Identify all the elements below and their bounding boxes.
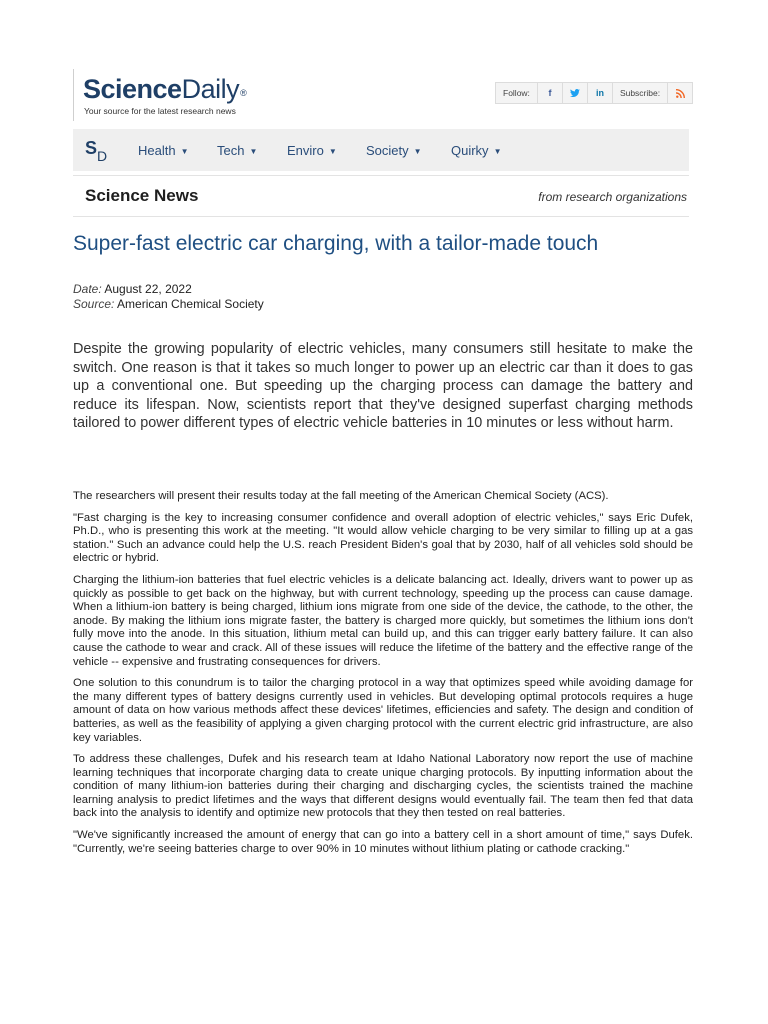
logo-daily: Daily xyxy=(181,74,240,104)
site-header xyxy=(73,69,696,127)
section-subtitle: from research organizations xyxy=(538,190,687,204)
sd-logo-s: S xyxy=(85,138,98,158)
nav-item-label: Health xyxy=(138,143,176,158)
article-paragraph: To address these challenges, Dufek and his research team at Idaho National Laboratory now report the use of machine learning techniques that incorporate charging data to create unique charging protocols. By inputting information about the condition of many lithium-ion batteries during their charging and discharging cycles, the scientists trained the machine learning analysis to predict lifetimes and the ways that different designs would eventually fail. The team then fed that data back into the analysis to identify and optimize new protocols that they then tested on real batteries. xyxy=(73,753,693,820)
sd-logo-icon[interactable] xyxy=(85,138,107,162)
article-summary: Despite the growing popularity of electric vehicles, many consumers still hesitate to make the switch. One reason is that it takes so much longer to power up an electric car than it does to gas up a conventional one. But speeding up the charging process can damage the battery and reduce its lifespan. Now, scientists report that they've designed superfast charging methods tailored to power different types of electric vehicle batteries in 10 minutes or less without harm. xyxy=(73,341,693,431)
source-label: Source: xyxy=(73,297,115,311)
page-container xyxy=(73,69,696,205)
date-label: Date: xyxy=(73,282,102,296)
facebook-icon[interactable]: f xyxy=(538,83,563,103)
section-bar xyxy=(73,175,689,217)
section-title[interactable]: Science News xyxy=(85,186,199,205)
article-paragraph: Charging the lithium-ion batteries that fuel electric vehicles is a delicate balancing act. Ideally, drivers want to power up as quickly as possible to get back on the highway, but with current technology, speeding up the process can cause damage. When a lithium-ion battery is being charged, lithium ions migrate from one side of the device, the cathode, to the other, the anode. By making the lithium ions migrate faster, the battery is charged more quickly, but sometimes the lithium ions don't fully move into the anode. In this situation, lithium metal can build up, and this can trigger early battery failure. It can also cause the cathode to wear and crack. All of these issues will reduce the lifetime of the battery and the effective range of the vehicle -- expensive and frustrating consequences for drivers. xyxy=(73,573,693,668)
article-paragraph: The researchers will present their results today at the fall meeting of the American Chemical Society (ACS). xyxy=(73,490,609,502)
logo-registered-mark: ® xyxy=(240,88,247,98)
nav-item-enviro[interactable] xyxy=(287,143,337,158)
nav-item-health[interactable] xyxy=(138,143,189,158)
social-bar xyxy=(495,82,693,104)
article-date-row xyxy=(73,282,264,297)
nav-item-quirky[interactable] xyxy=(451,143,501,158)
twitter-icon[interactable] xyxy=(563,83,588,103)
caret-down-icon: ▼ xyxy=(413,147,422,156)
nav-item-label: Quirky xyxy=(451,143,489,158)
nav-item-label: Society xyxy=(366,143,409,158)
nav-item-label: Enviro xyxy=(287,143,324,158)
article-source-row xyxy=(73,297,264,312)
main-nav xyxy=(73,129,689,171)
subscribe-label: Subscribe: xyxy=(613,83,668,103)
caret-down-icon: ▼ xyxy=(328,147,337,156)
article-body xyxy=(73,490,693,864)
article-paragraph: "We've significantly increased the amount of energy that can go into a battery cell in a short amount of time," says Dufek. "Currently, we're seeing batteries charge to over 90% in 10 minutes without lithium plating or cathode cracking." xyxy=(73,829,693,855)
site-logo[interactable] xyxy=(83,73,246,105)
sd-logo-d: D xyxy=(97,147,108,164)
site-tagline: Your source for the latest research news xyxy=(84,106,236,116)
article-date: August 22, 2022 xyxy=(104,282,192,296)
article-meta xyxy=(73,282,264,312)
nav-item-tech[interactable] xyxy=(217,143,257,158)
article-paragraph: One solution to this conundrum is to tailor the charging protocol in a way that optimizes speed while avoiding damage for the many different types of battery designs currently used in vehicles. But developing optimal protocols requires a huge amount of data on how various methods affect these devices' lifetimes, efficiencies and safety. The design and condition of batteries, as well as the feasibility of applying a given charging protocol with the current electric grid infrastructure, are also key variables. xyxy=(73,677,693,744)
caret-down-icon: ▼ xyxy=(493,147,502,156)
logo-science: Science xyxy=(83,74,182,104)
caret-down-icon: ▼ xyxy=(180,147,189,156)
linkedin-icon[interactable]: in xyxy=(588,83,613,103)
nav-item-label: Tech xyxy=(217,143,245,158)
article-headline: Super-fast electric car charging, with a tailor-made touch xyxy=(73,232,599,255)
article-source: American Chemical Society xyxy=(117,297,264,311)
caret-down-icon: ▼ xyxy=(249,147,258,156)
article-paragraph: "Fast charging is the key to increasing consumer confidence and overall adoption of electric vehicles," says Eric Dufek, Ph.D., who is presenting this work at the meeting. "It would allow vehicle charging to be very similar to filling up at a gas station." Such an advance could help the U.S. reach President Biden's goal that by 2030, half of all vehicles sold should be electric or hybrid. xyxy=(73,511,693,565)
follow-label: Follow: xyxy=(496,83,538,103)
nav-item-society[interactable] xyxy=(366,143,422,158)
rss-icon[interactable] xyxy=(668,83,692,103)
